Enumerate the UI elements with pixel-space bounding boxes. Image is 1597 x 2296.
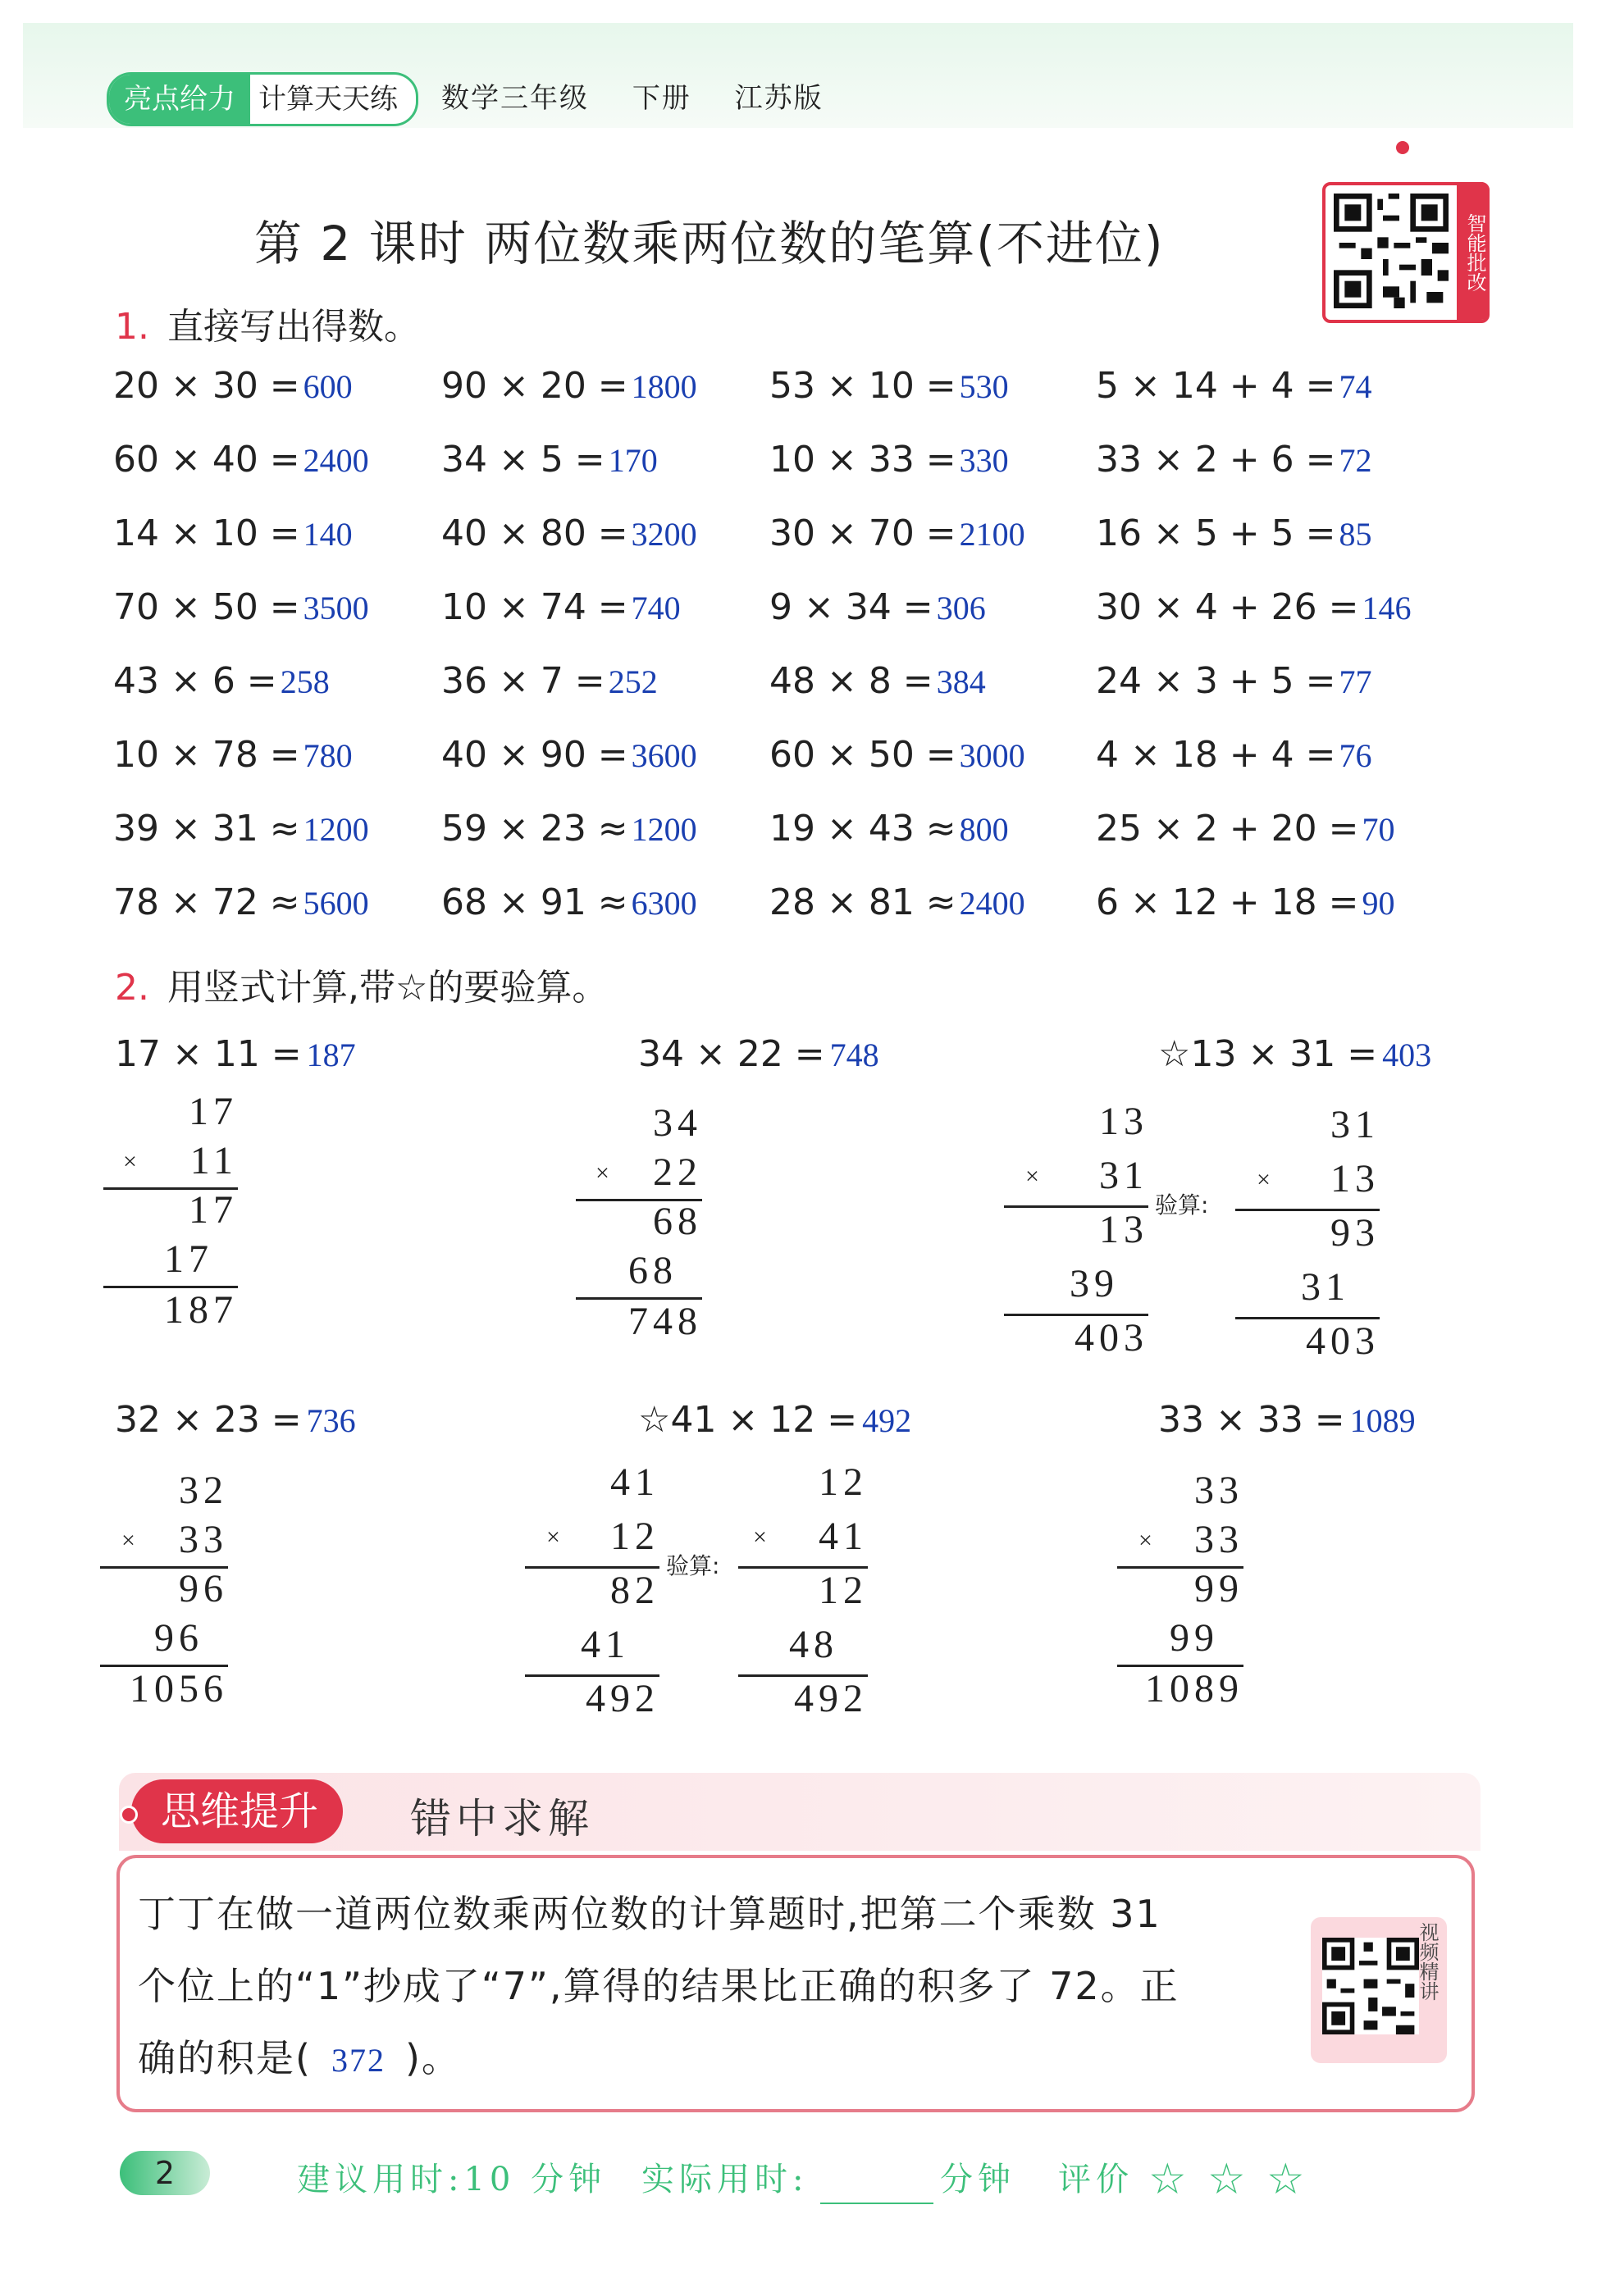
- oral-item: 68 × 91 ≈ 6300: [441, 882, 697, 923]
- check-label: 验算:: [1155, 1191, 1209, 1219]
- header-edition: 江苏版: [734, 82, 824, 115]
- q2-instruction: 用竖式计算,带☆的要验算。: [167, 967, 609, 1009]
- oral-item: 40 × 90 = 3600: [441, 734, 697, 776]
- oral-item: 30 × 70 = 2100: [769, 512, 1025, 554]
- vertical-problem-title: 34 × 22 = 748: [638, 1033, 879, 1075]
- oral-row: [113, 586, 1426, 660]
- rating-label: 评价: [1058, 2161, 1134, 2198]
- oral-item: 16 × 5 + 5 = 85: [1096, 512, 1372, 554]
- oral-item: 43 × 6 = 258: [113, 660, 330, 702]
- oral-item: 10 × 78 = 780: [113, 734, 353, 776]
- rating-star-icon[interactable]: ☆: [1266, 2155, 1305, 2204]
- minutes-unit: 分钟: [940, 2161, 1015, 2198]
- suggested-time: 建议用时:10 分钟: [297, 2161, 607, 2198]
- oral-item: 90 × 20 = 1800: [441, 365, 697, 407]
- oral-item: 70 × 50 = 3500: [113, 586, 369, 628]
- oral-item: 4 × 18 + 4 = 76: [1096, 734, 1372, 776]
- oral-item: 60 × 40 = 2400: [113, 439, 369, 481]
- oral-item: 78 × 72 ≈ 5600: [113, 882, 369, 923]
- vertical-calc: 32 × 33 96 96 1056: [97, 1468, 228, 1714]
- check-label: 验算:: [666, 1552, 720, 1579]
- oral-item: 33 × 2 + 6 = 72: [1096, 439, 1372, 481]
- actual-time-label: 实际用时:: [641, 2161, 809, 2198]
- oral-item: 25 × 2 + 20 = 70: [1096, 808, 1395, 850]
- oral-row: [113, 734, 1426, 808]
- oral-row: [113, 365, 1426, 439]
- oral-item: 59 × 23 ≈ 1200: [441, 808, 697, 850]
- page-title: 第 2 课时 两位数乘两位数的笔算(不进位): [254, 216, 1165, 271]
- thinking-subtitle: 错中求解: [410, 1795, 594, 1843]
- check-calc: 12 × 41 12 48 492: [738, 1460, 868, 1730]
- thinking-answer: 372: [331, 2042, 386, 2079]
- oral-item: 5 × 14 + 4 = 74: [1096, 365, 1372, 407]
- oral-item: 48 × 8 = 384: [769, 660, 986, 702]
- thinking-dot-icon: [120, 1806, 138, 1824]
- vertical-calc: 41 × 12 82 41 492: [522, 1460, 659, 1730]
- oral-item: 10 × 74 = 740: [441, 586, 681, 628]
- q1-heading: [115, 297, 420, 349]
- oral-item: 9 × 34 = 306: [769, 586, 986, 628]
- vertical-calc: 13 × 31 13 39 403: [1001, 1099, 1148, 1369]
- vertical-problem-title: ☆41 × 12 = 492: [638, 1399, 912, 1441]
- brand-left: 亮点给力: [109, 75, 250, 124]
- qr-code-icon: [1322, 1929, 1419, 2043]
- thinking-label: 思维提升: [131, 1779, 343, 1843]
- video-qr-box[interactable]: [1311, 1917, 1447, 2063]
- oral-item: 14 × 10 = 140: [113, 512, 353, 554]
- rating-star-icon[interactable]: ☆: [1148, 2155, 1187, 2204]
- vertical-problem-title: 33 × 33 = 1089: [1158, 1399, 1416, 1441]
- oral-item: 60 × 50 = 3000: [769, 734, 1025, 776]
- thinking-problem-text: 丁丁在做一道两位数乘两位数的计算题时,把第二个乘数 31 个位上的“1”抄成了“7”,算得的结果比正确的积多了 72。正 确的积是( 372 )。: [138, 1892, 1179, 2080]
- q2-number: 2.: [115, 967, 149, 1009]
- q1-number: 1.: [115, 306, 149, 348]
- vertical-calc: 17 × 11 17 17 187: [98, 1089, 238, 1335]
- rating-star-icon[interactable]: ☆: [1207, 2155, 1246, 2204]
- oral-row: [113, 882, 1426, 955]
- header-subject: 数学三年级: [441, 82, 589, 115]
- vertical-calc: 34 × 22 68 68 748: [571, 1100, 702, 1346]
- oral-item: 28 × 81 ≈ 2400: [769, 882, 1025, 923]
- oral-item: 10 × 33 = 330: [769, 439, 1009, 481]
- header-volume: 下册: [632, 82, 691, 115]
- oral-item: 6 × 12 + 18 = 90: [1096, 882, 1395, 923]
- oral-item: 20 × 30 = 600: [113, 365, 353, 407]
- oral-item: 40 × 80 = 3200: [441, 512, 697, 554]
- vertical-calc: 33 × 33 99 99 1089: [1114, 1468, 1243, 1714]
- oral-item: 36 × 7 = 252: [441, 660, 658, 702]
- oral-item: 19 × 43 ≈ 800: [769, 808, 1009, 850]
- oral-item: 34 × 5 = 170: [441, 439, 658, 481]
- oral-item: 53 × 10 = 530: [769, 365, 1009, 407]
- oral-item: 30 × 4 + 26 = 146: [1096, 586, 1412, 628]
- vertical-problem-title: ☆13 × 31 = 403: [1158, 1033, 1432, 1075]
- oral-item: 39 × 31 ≈ 1200: [113, 808, 369, 850]
- oral-row: [113, 512, 1426, 586]
- qr-code-box[interactable]: [1322, 182, 1490, 323]
- brand-right: 计算天天练: [258, 83, 398, 116]
- oral-row: [113, 808, 1426, 882]
- check-calc: 31 × 13 93 31 403: [1232, 1102, 1380, 1373]
- video-qr-tag: 视频精讲: [1416, 1922, 1439, 2001]
- vertical-problem-title: 32 × 23 = 736: [115, 1399, 356, 1441]
- oral-row: [113, 660, 1426, 734]
- page-number: 2: [120, 2151, 210, 2195]
- q1-instruction: 直接写出得数。: [167, 306, 420, 348]
- header-meta: [441, 75, 856, 116]
- qr-pin-icon: [1396, 141, 1409, 154]
- qr-code-icon: [1334, 194, 1449, 308]
- oral-item: 24 × 3 + 5 = 77: [1096, 660, 1372, 702]
- actual-time-blank[interactable]: [820, 2203, 933, 2204]
- vertical-problem-title: 17 × 11 = 187: [115, 1033, 356, 1075]
- oral-row: [113, 439, 1426, 512]
- qr-tag: 智能批改: [1457, 182, 1490, 320]
- brand-logo: [107, 72, 418, 126]
- q2-heading: [115, 958, 608, 1010]
